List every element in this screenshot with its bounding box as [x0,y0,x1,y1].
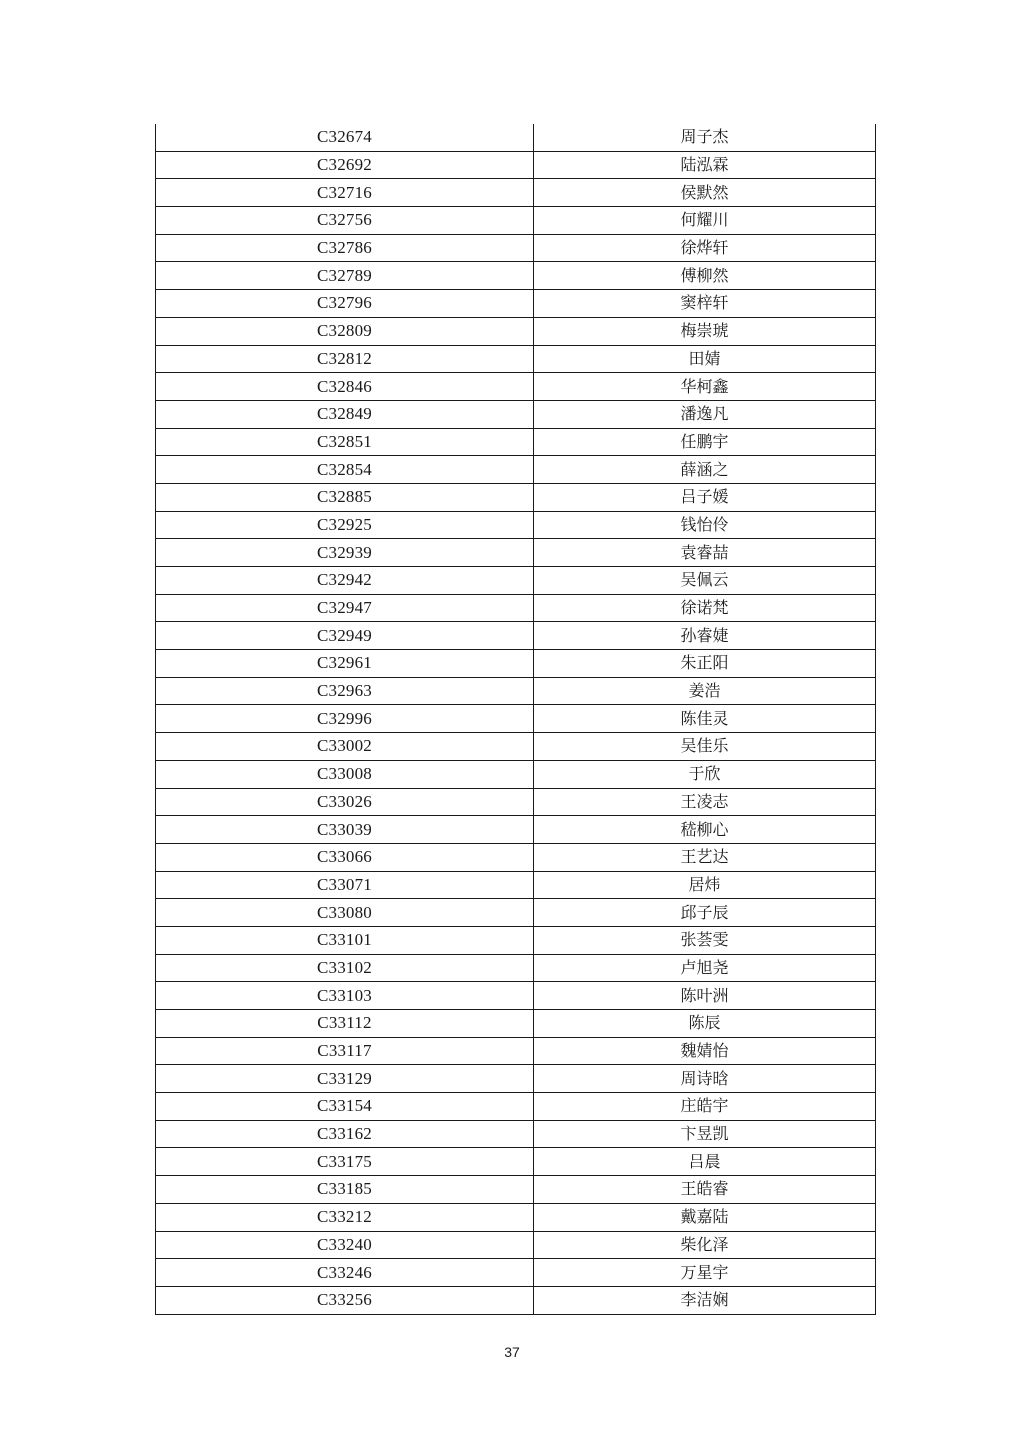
student-name-cell: 徐烨轩 [534,234,876,262]
table-row [156,1203,876,1231]
table-row [156,207,876,235]
student-name-cell: 陈佳灵 [534,705,876,733]
student-name-cell: 潘逸凡 [534,400,876,428]
student-name-cell: 嵇柳心 [534,816,876,844]
table-row [156,1037,876,1065]
table-row [156,400,876,428]
student-id-cell: C32885 [156,483,534,511]
table-row [156,262,876,290]
student-id-cell: C33039 [156,816,534,844]
student-id-cell: C33071 [156,871,534,899]
student-id-cell: C32812 [156,345,534,373]
student-id-cell: C33112 [156,1010,534,1038]
student-name-cell: 孙睿婕 [534,622,876,650]
student-id-cell: C33212 [156,1203,534,1231]
student-name-cell: 徐诺梵 [534,594,876,622]
table-row [156,179,876,207]
table-row [156,982,876,1010]
table-row [156,622,876,650]
student-id-cell: C32854 [156,456,534,484]
table-row [156,456,876,484]
table-row [156,733,876,761]
student-name-cell: 周子杰 [534,124,876,151]
student-name-cell: 窦梓轩 [534,290,876,318]
student-name-cell: 姜浩 [534,677,876,705]
student-name-cell: 薛涵之 [534,456,876,484]
student-id-cell: C32961 [156,650,534,678]
student-id-cell: C32674 [156,124,534,151]
student-name-cell: 陈辰 [534,1010,876,1038]
student-name-cell: 华柯鑫 [534,373,876,401]
student-name-cell: 侯默然 [534,179,876,207]
student-name-cell: 王皓睿 [534,1176,876,1204]
student-name-cell: 万星宇 [534,1259,876,1287]
student-id-cell: C33185 [156,1176,534,1204]
student-id-cell: C33256 [156,1286,534,1314]
student-name-cell: 袁睿喆 [534,539,876,567]
student-id-cell: C33246 [156,1259,534,1287]
student-id-cell: C33103 [156,982,534,1010]
table-row [156,345,876,373]
table-row [156,705,876,733]
roster-table [155,124,876,1315]
table-row [156,1176,876,1204]
student-id-cell: C33117 [156,1037,534,1065]
student-id-cell: C33129 [156,1065,534,1093]
student-name-cell: 吕子媛 [534,483,876,511]
student-id-cell: C33026 [156,788,534,816]
student-id-cell: C32925 [156,511,534,539]
table-row [156,871,876,899]
student-id-cell: C32942 [156,567,534,595]
student-name-cell: 田婧 [534,345,876,373]
student-id-cell: C32947 [156,594,534,622]
student-id-cell: C33008 [156,760,534,788]
table-row [156,816,876,844]
student-name-cell: 傅柳然 [534,262,876,290]
table-row [156,317,876,345]
student-id-cell: C32716 [156,179,534,207]
table-row [156,788,876,816]
student-name-cell: 邱子辰 [534,899,876,927]
table-row [156,954,876,982]
student-name-cell: 梅崇琥 [534,317,876,345]
table-row [156,539,876,567]
table-row [156,760,876,788]
table-row [156,234,876,262]
student-id-cell: C33066 [156,843,534,871]
student-name-cell: 卢旭尧 [534,954,876,982]
table-row [156,373,876,401]
table-row [156,428,876,456]
student-id-cell: C32846 [156,373,534,401]
table-row [156,677,876,705]
student-id-cell: C32963 [156,677,534,705]
student-name-cell: 张荟雯 [534,926,876,954]
student-name-cell: 庄皓宇 [534,1093,876,1121]
student-id-cell: C32756 [156,207,534,235]
student-name-cell: 吴佩云 [534,567,876,595]
student-id-cell: C33240 [156,1231,534,1259]
student-name-cell: 李洁娴 [534,1286,876,1314]
student-id-cell: C32796 [156,290,534,318]
table-row [156,1010,876,1038]
student-name-cell: 陈叶洲 [534,982,876,1010]
student-id-cell: C33102 [156,954,534,982]
student-id-cell: C33080 [156,899,534,927]
student-id-cell: C32849 [156,400,534,428]
student-name-cell: 柴化泽 [534,1231,876,1259]
table-row [156,290,876,318]
student-id-cell: C32809 [156,317,534,345]
student-id-cell: C33002 [156,733,534,761]
student-name-cell: 于欣 [534,760,876,788]
student-id-cell: C32851 [156,428,534,456]
student-id-cell: C33175 [156,1148,534,1176]
table-row [156,151,876,179]
table-row [156,594,876,622]
student-name-cell: 陆泓霖 [534,151,876,179]
table-row [156,1259,876,1287]
table-row [156,843,876,871]
student-name-cell: 朱正阳 [534,650,876,678]
table-row [156,567,876,595]
table-row [156,511,876,539]
student-name-cell: 居炜 [534,871,876,899]
student-id-cell: C33162 [156,1120,534,1148]
table-row [156,899,876,927]
table-row [156,1286,876,1314]
table-row [156,926,876,954]
student-name-cell: 王艺达 [534,843,876,871]
table-row [156,1148,876,1176]
table-row [156,1065,876,1093]
page-number: 37 [504,1344,520,1360]
student-name-cell: 何耀川 [534,207,876,235]
student-id-cell: C32939 [156,539,534,567]
student-name-cell: 卞昱凯 [534,1120,876,1148]
student-id-cell: C32949 [156,622,534,650]
student-id-cell: C32786 [156,234,534,262]
table-row [156,1120,876,1148]
student-id-cell: C33154 [156,1093,534,1121]
student-name-cell: 钱怡伶 [534,511,876,539]
table-row [156,483,876,511]
student-id-cell: C32996 [156,705,534,733]
table-row [156,1231,876,1259]
student-name-cell: 吕晨 [534,1148,876,1176]
table-row [156,650,876,678]
student-name-cell: 吴佳乐 [534,733,876,761]
student-name-cell: 王凌志 [534,788,876,816]
roster-table-body [156,124,876,1314]
student-name-cell: 任鹏宇 [534,428,876,456]
student-name-cell: 周诗晗 [534,1065,876,1093]
student-id-cell: C33101 [156,926,534,954]
table-row [156,1093,876,1121]
student-name-cell: 戴嘉陆 [534,1203,876,1231]
student-id-cell: C32789 [156,262,534,290]
student-name-cell: 魏婧怡 [534,1037,876,1065]
table-row [156,124,876,151]
student-id-cell: C32692 [156,151,534,179]
